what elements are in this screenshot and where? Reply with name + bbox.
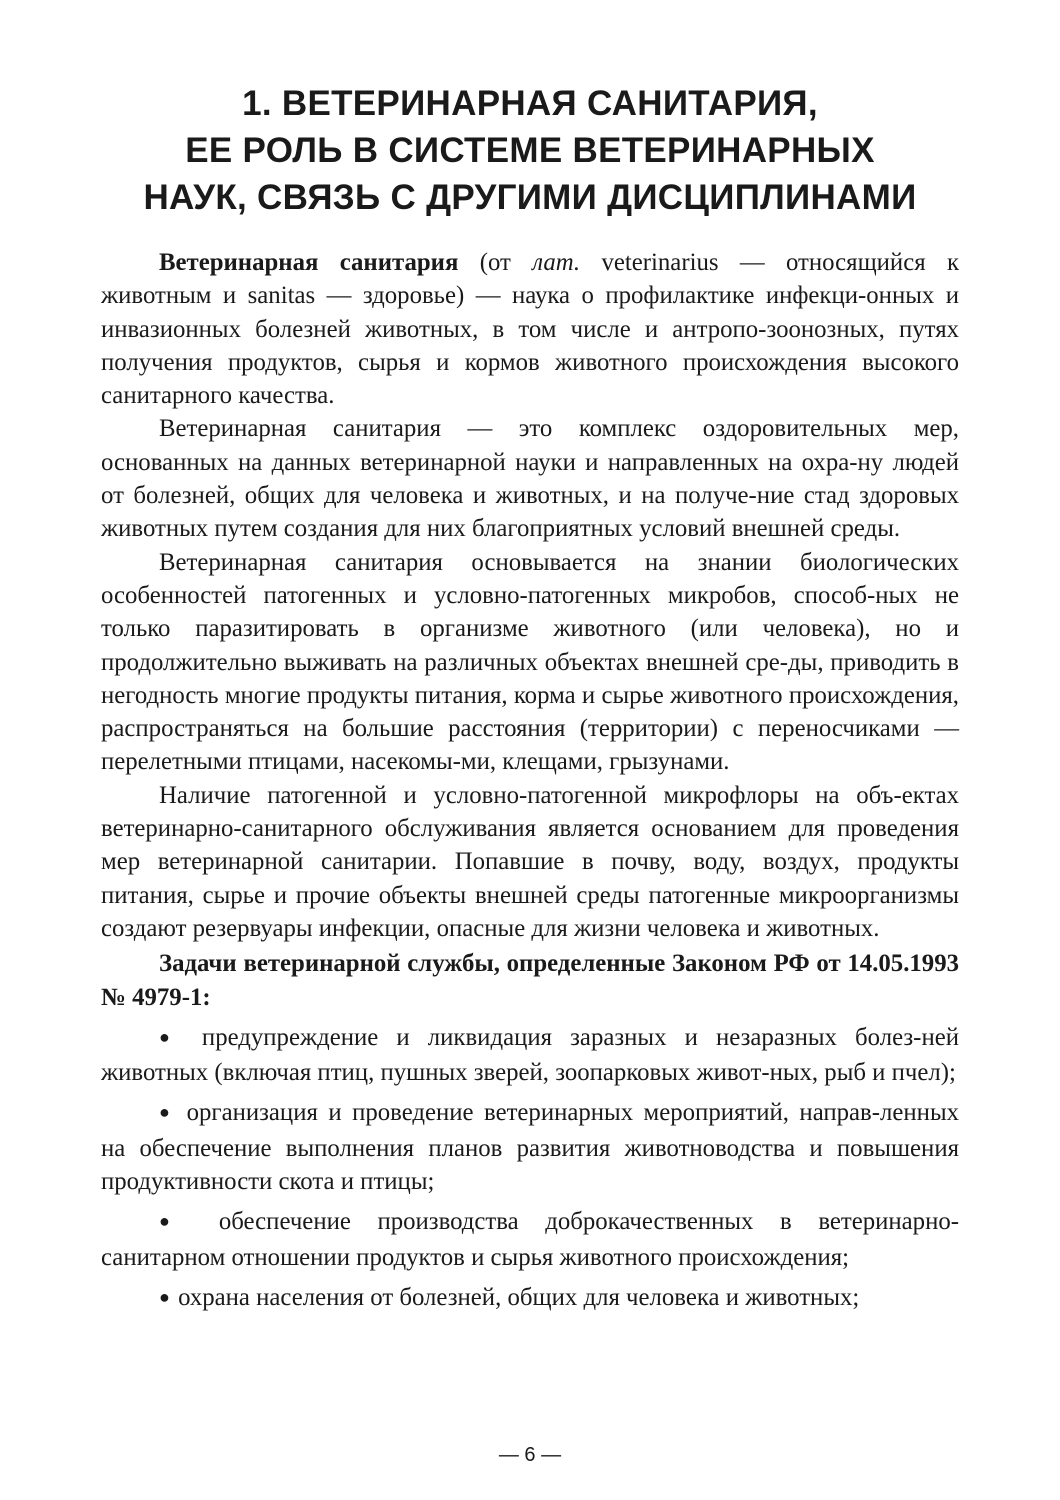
chapter-title [101, 80, 959, 221]
chapter-title-line: НАУК, СВЯЗЬ С ДРУГИМИ ДИСЦИПЛИНАМИ [143, 178, 917, 217]
bullet-icon: ● [159, 1286, 170, 1307]
list-item-text: организация и проведение ветеринарных мероприятий, направ-ленных на обеспечение выполнения планов развития животноводства и повышения продуктивности скота и птицы; [101, 1099, 960, 1196]
list-item-text: охрана населения от болезней, общих для человека и животных; [178, 1283, 860, 1311]
paragraph: Ветеринарная санитария основывается на знании биологических особенностей патогенных и условно-патогенных микробов, способ-ных не только паразитировать в организме животного (или человека), но и продолжительно выживать на различных объектах внешней сре-ды, приводить в негодность многие продукты питания, корма и сырье животного происхождения, распространяться на большие расстояния (территории) с переносчиками — перелетными птицами, насекомы-ми, клещами, грызунами. [101, 548, 959, 776]
list-item [101, 1205, 959, 1274]
list-item [101, 1021, 959, 1090]
bullet-icon: ● [159, 1211, 191, 1232]
page-number: — 6 — [498, 1444, 562, 1466]
tasks-heading: Задачи ветеринарной службы, определенные Законом РФ от 14.05.1993 № 4979-1: [101, 950, 959, 1011]
body-text [101, 246, 959, 1316]
list-item-text: обеспечение производства доброкачественных в ветеринарно-санитарном отношении продуктов и сырья животного происхождения; [101, 1208, 960, 1271]
paragraph-definition [101, 246, 959, 412]
list-item [101, 1096, 959, 1198]
bullet-icon: ● [159, 1102, 175, 1123]
latin-abbreviation: лат. [532, 249, 581, 276]
paragraph: Наличие патогенной и условно-патогенной микрофлоры на объ-ектах ветеринарно-санитарного обслуживания является основанием для проведения мер ветеринарной санитарии. Попавшие в почву, воду, воздух, продукты питания, сырье и прочие объекты внешней среды патогенные микроорганизмы создают резервуары инфекции, опасные для жизни человека и животных. [101, 781, 959, 942]
paragraph-text: (от [458, 249, 533, 276]
chapter-title-line: 1. ВЕТЕРИНАРНАЯ САНИТАРИЯ, [242, 84, 818, 123]
paragraph: Ветеринарная санитария — это комплекс оздоровительных мер, основанных на данных ветеринарной науки и направленных на охра-ну людей от болезней, общих для человека и животных, и на получе-ние стад здоровых животных путем создания для них благоприятных условий внешней среды. [101, 415, 959, 543]
list-item-text: предупреждение и ликвидация заразных и незаразных болез-ней животных (включая птиц, пушных зверей, зоопарковых живот-ных, рыб и пчел); [101, 1023, 959, 1087]
list-item [101, 1281, 959, 1316]
defined-term: Ветеринарная санитария [159, 249, 459, 276]
page-content [101, 80, 959, 1316]
chapter-title-line: ЕЕ РОЛЬ В СИСТЕМЕ ВЕТЕРИНАРНЫХ [185, 131, 875, 170]
bullet-icon: ● [159, 1026, 182, 1047]
paragraph-text: veterinarius — относящийся к животным и sanitas — здоровье) — наука о профилактике инфекци-онных и инвазионных болезней животных, в том числе и антропо-зоонозных, путях получения продуктов, сырья и кормов животного происхождения высокого санитарного качества. [101, 249, 959, 410]
